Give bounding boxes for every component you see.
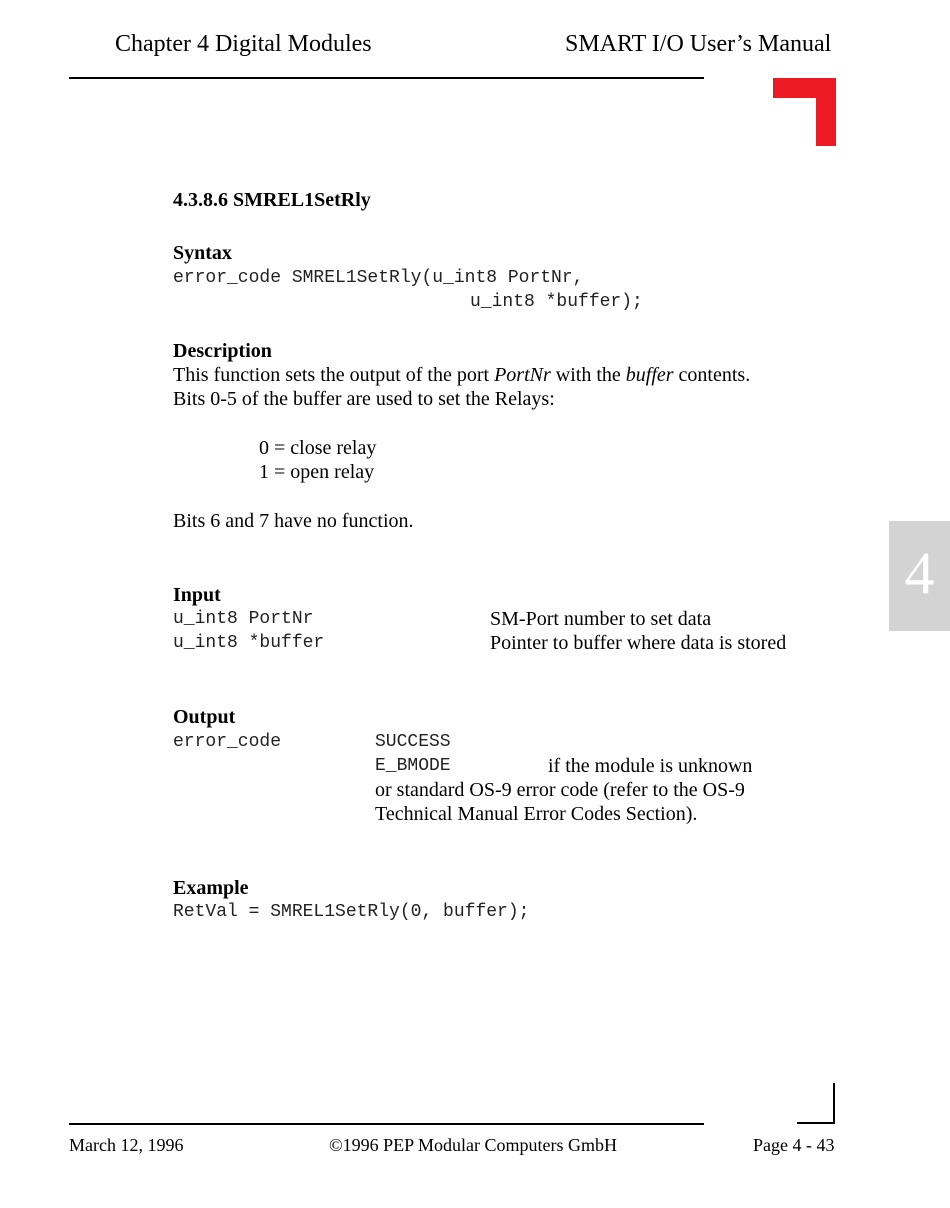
input-param-buffer: u_int8 *buffer [173, 633, 325, 653]
input-desc-portnr: SM-Port number to set data [490, 608, 712, 630]
input-param-portnr: u_int8 PortNr [173, 609, 314, 629]
output-success: SUCCESS [375, 732, 451, 752]
output-heading: Output [173, 706, 236, 728]
footer-copyright: ©1996 PEP Modular Computers GmbH [329, 1135, 618, 1155]
output-ebmode-desc: if the module is unknown [548, 755, 753, 777]
header-chapter: Chapter 4 Digital Modules [115, 31, 372, 57]
description-text: contents. [673, 364, 751, 386]
chapter-tab-number: 4 [904, 540, 935, 606]
syntax-heading: Syntax [173, 242, 232, 264]
footer-rule [69, 1123, 704, 1125]
section-title: 4.3.8.6 SMREL1SetRly [173, 189, 371, 211]
footer-corner-mark-horizontal [797, 1122, 835, 1124]
output-line-3: or standard OS-9 error code (refer to the OS-9 [375, 779, 745, 801]
description-line-2: Bits 0-5 of the buffer are used to set the Relays: [173, 388, 555, 410]
footer-date: March 12, 1996 [69, 1135, 184, 1155]
description-text: with the [550, 364, 626, 386]
header-rule [69, 77, 704, 79]
bits-note: Bits 6 and 7 have no function. [173, 510, 414, 532]
input-desc-buffer: Pointer to buffer where data is stored [490, 632, 787, 654]
buffer-term: buffer [625, 364, 674, 386]
relay-close-value: 0 = close relay [259, 437, 377, 459]
footer-page-number: Page 4 - 43 [753, 1135, 835, 1155]
output-param: error_code [173, 732, 282, 752]
portnr-term: PortNr [494, 364, 551, 386]
output-ebmode: E_BMODE [375, 756, 451, 776]
relay-open-value: 1 = open relay [259, 461, 375, 483]
syntax-line-2: u_int8 *buffer); [470, 292, 643, 312]
example-code: RetVal = SMREL1SetRly(0, buffer); [173, 902, 530, 922]
output-line-4: Technical Manual Error Codes Section). [375, 803, 698, 825]
input-heading: Input [173, 584, 221, 606]
footer-corner-mark-vertical [833, 1083, 835, 1124]
description-heading: Description [173, 340, 272, 362]
description-text: This function sets the output of the port [173, 364, 495, 386]
chapter-tab [889, 521, 950, 631]
description-line-1 [173, 363, 750, 387]
red-corner-mark-vertical [816, 78, 836, 146]
example-heading: Example [173, 877, 249, 899]
syntax-line-1: error_code SMREL1SetRly(u_int8 PortNr, [173, 268, 584, 288]
header-manual-title: SMART I/O User’s Manual [565, 31, 832, 57]
